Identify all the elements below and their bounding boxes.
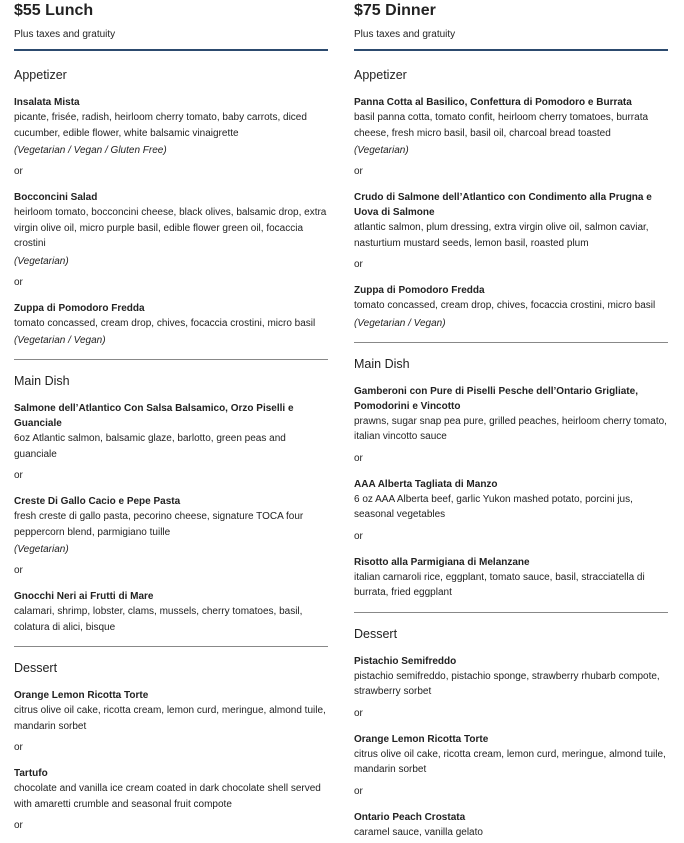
dietary-tag: (Vegetarian)	[354, 145, 409, 156]
dinner-title-divider	[354, 49, 668, 51]
lunch-column	[14, 0, 328, 832]
lunch-title: $55 Lunch	[14, 2, 94, 19]
dish-description: chocolate and vanilla ice cream coated in dark chocolate shell served with amaretti crumble and seasonal fruit compote	[14, 783, 321, 810]
dinner-dessert-item	[354, 810, 668, 841]
dish-name: Panna Cotta al Basilico, Confettura di Pomodoro e Burrata	[354, 97, 632, 108]
dish-name: Ontario Peach Crostata	[354, 811, 466, 823]
dinner-subtitle: Plus taxes and gratuity	[354, 29, 456, 40]
dish-name: Zuppa di Pomodoro Fredda	[14, 302, 145, 314]
dish-description: citrus olive oil cake, ricotta cream, lemon curd, meringue, almond tuile, mandarin sorbet	[354, 748, 666, 775]
or-separator: or	[354, 785, 363, 797]
dietary-tag: (Vegetarian / Vegan)	[354, 317, 446, 329]
dietary-tag: (Vegetarian)	[14, 255, 69, 267]
dish-name: Risotto alla Parmigiana di Melanzane	[354, 556, 530, 568]
dinner-main-item	[354, 555, 668, 601]
or-separator: or	[354, 166, 363, 177]
dish-name: Orange Lemon Ricotta Torte	[354, 733, 489, 745]
section-divider	[354, 342, 668, 343]
or-separator: or	[354, 452, 363, 464]
dish-description: fresh creste di gallo pasta, pecorino cheese, signature TOCA four peppercorn blend, parmigiano tuille	[14, 511, 304, 538]
or-separator: or	[14, 820, 23, 831]
dish-name: AAA Alberta Tagliata di Manzo	[354, 478, 498, 490]
dinner-dessert-item	[354, 732, 668, 778]
dinner-title: $75 Dinner	[354, 2, 436, 19]
dish-description: 6oz Atlantic salmon, balsamic glaze, barlotto, green peas and guanciale	[14, 433, 286, 460]
lunch-appetizer-heading: Appetizer	[14, 68, 67, 82]
dinner-column	[354, 0, 668, 840]
dish-name: Zuppa di Pomodoro Fredda	[354, 285, 485, 296]
dish-name: Orange Lemon Ricotta Torte	[14, 690, 149, 701]
or-separator: or	[354, 530, 363, 542]
or-separator: or	[354, 259, 363, 270]
dish-name: Insalata Mista	[14, 97, 80, 108]
dinner-dessert-item	[354, 654, 668, 700]
dish-description: picante, frisée, radish, heirloom cherry tomato, baby carrots, diced cucumber, edible flower, white balsamic vinaigrette	[14, 112, 307, 139]
section-divider	[14, 359, 328, 360]
or-separator: or	[14, 742, 23, 753]
lunch-dessert-item	[14, 766, 328, 812]
dish-name: Salmone dell’Atlantico Con Salsa Balsamico, Orzo Piselli e Guanciale	[14, 403, 294, 429]
or-separator: or	[14, 470, 23, 481]
dinner-main-item	[354, 384, 668, 445]
dish-description: atlantic salmon, plum dressing, extra virgin olive oil, salmon caviar, nasturtium mustard seeds, lemon basil, roasted plum	[354, 222, 649, 249]
lunch-main-item	[14, 401, 328, 462]
or-separator: or	[14, 276, 23, 288]
lunch-appetizer-item	[14, 190, 328, 269]
dinner-appetizer-item	[354, 95, 668, 158]
dish-name: Gnocchi Neri ai Frutti di Mare	[14, 591, 154, 602]
dinner-appetizer-item	[354, 190, 668, 251]
lunch-title-divider	[14, 49, 328, 51]
dish-name: Tartufo	[14, 768, 48, 779]
dish-name: Creste Di Gallo Cacio e Pepe Pasta	[14, 496, 181, 507]
dish-name: Gamberoni con Pure di Piselli Pesche dell’Ontario Grigliate, Pomodorini e Vincotto	[354, 385, 638, 412]
dinner-appetizer-item	[354, 283, 668, 331]
dish-name: Pistachio Semifreddo	[354, 655, 457, 667]
lunch-dessert-item	[14, 688, 328, 734]
dinner-appetizer-heading: Appetizer	[354, 68, 407, 82]
dish-description: basil panna cotta, tomato confit, heirloom cherry tomatoes, burrata cheese, fresh micro basil, basil oil, charcoal bread toasted	[354, 112, 649, 139]
or-separator: or	[14, 565, 23, 576]
section-divider	[354, 612, 668, 613]
dish-description: 6 oz AAA Alberta beef, garlic Yukon mashed potato, porcini jus, seasonal vegetables	[354, 493, 633, 520]
lunch-main-item	[14, 589, 328, 635]
or-separator: or	[354, 707, 363, 719]
dish-description: italian carnaroli rice, eggplant, tomato sauce, basil, stracciatella di burrata, fried eggplant	[354, 571, 645, 598]
dietary-tag: (Vegetarian / Vegan)	[14, 335, 106, 346]
dish-description: heirloom tomato, bocconcini cheese, black olives, balsamic drop, extra virgin olive oil, micro purple basil, edible flower green oil, focaccia crostini	[14, 207, 327, 249]
dish-name: Crudo di Salmone dell’Atlantico con Condimento alla Prugna e Uova di Salmone	[354, 192, 652, 218]
dish-description: calamari, shrimp, lobster, clams, mussels, cherry tomatoes, basil, colatura di alici, bisque	[14, 606, 303, 633]
dietary-tag: (Vegetarian)	[14, 544, 69, 555]
dish-name: Bocconcini Salad	[14, 192, 98, 203]
dinner-dessert-heading: Dessert	[354, 626, 398, 641]
dish-description: caramel sauce, vanilla gelato	[354, 826, 483, 838]
lunch-dessert-heading: Dessert	[14, 661, 58, 675]
or-separator: or	[14, 166, 23, 177]
dinner-main-heading: Main Dish	[354, 356, 410, 371]
dish-description: tomato concassed, cream drop, chives, focaccia crostini, micro basil	[354, 300, 656, 311]
lunch-appetizer-item	[14, 301, 328, 349]
dish-description: pistachio semifreddo, pistachio sponge, strawberry rhubarb compote, strawberry sorbet	[354, 670, 660, 697]
dish-description: prawns, sugar snap pea pure, grilled peaches, heirloom cherry tomato, italian vincotto sauce	[354, 415, 667, 442]
dietary-tag: (Vegetarian / Vegan / Gluten Free)	[14, 145, 167, 156]
dish-description: tomato concassed, cream drop, chives, focaccia crostini, micro basil	[14, 317, 316, 329]
lunch-main-heading: Main Dish	[14, 374, 70, 388]
dinner-main-item	[354, 477, 668, 523]
dish-description: citrus olive oil cake, ricotta cream, lemon curd, meringue, almond tuile, mandarin sorbet	[14, 705, 326, 732]
lunch-appetizer-item	[14, 95, 328, 158]
section-divider	[14, 646, 328, 647]
lunch-main-item	[14, 494, 328, 557]
lunch-subtitle: Plus taxes and gratuity	[14, 29, 116, 40]
